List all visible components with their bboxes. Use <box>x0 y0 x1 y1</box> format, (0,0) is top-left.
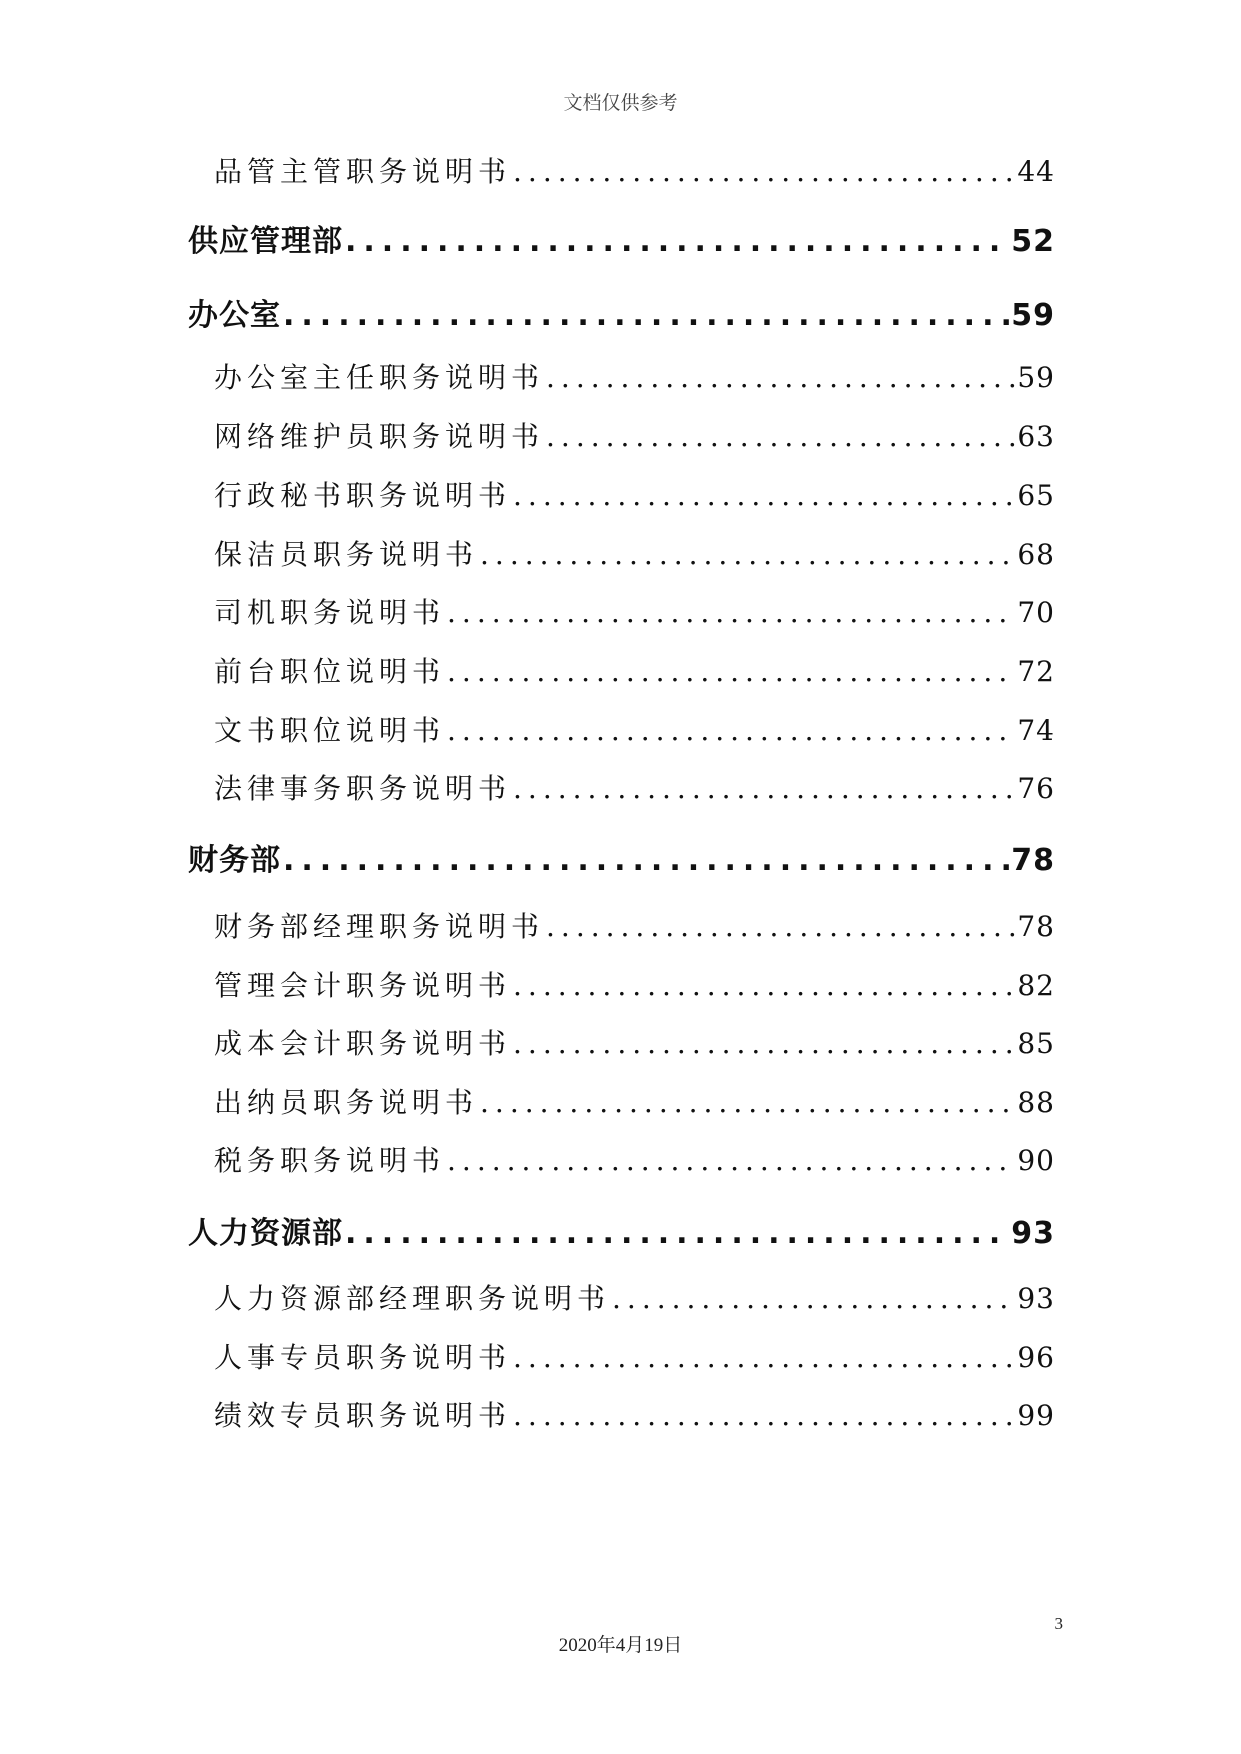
dot-leader <box>612 1282 1015 1315</box>
dot-leader <box>447 655 1015 688</box>
toc-entry-page: 85 <box>1017 1027 1055 1060</box>
toc-entry-page: 88 <box>1017 1086 1055 1119</box>
toc-entry[interactable] <box>214 709 1055 749</box>
toc-entry-page: 63 <box>1017 420 1055 453</box>
toc-entry-title: 办公室主任职务说明书 <box>214 361 545 394</box>
dot-leader <box>546 910 1015 943</box>
dot-leader <box>447 1144 1015 1177</box>
toc-entry-page: 74 <box>1017 714 1055 747</box>
dot-leader <box>513 772 1015 805</box>
toc-section-page: 78 <box>1011 843 1055 878</box>
toc-entry-page: 44 <box>1017 155 1055 188</box>
toc-entry-title: 财务部经理职务说明书 <box>214 910 545 943</box>
page-number: 3 <box>1054 1614 1063 1633</box>
toc-entry[interactable] <box>214 1336 1055 1376</box>
toc-section-page: 93 <box>1011 1216 1055 1251</box>
toc-section-entry[interactable] <box>188 1208 1055 1252</box>
toc-entry[interactable] <box>214 1277 1055 1317</box>
toc-entry-title: 行政秘书职务说明书 <box>214 479 512 512</box>
toc-section-title: 办公室 <box>188 298 281 333</box>
dot-leader <box>345 224 1009 259</box>
dot-leader <box>447 596 1015 629</box>
toc-entry-title: 成本会计职务说明书 <box>214 1027 512 1060</box>
dot-leader <box>513 1027 1015 1060</box>
toc-section-page: 59 <box>1011 298 1055 333</box>
running-header: 文档仅供参考 <box>563 92 678 114</box>
toc-section-page: 52 <box>1011 224 1055 259</box>
toc-entry[interactable] <box>214 1022 1055 1062</box>
toc-entry[interactable] <box>214 533 1055 573</box>
dot-leader <box>513 479 1015 512</box>
toc-entry[interactable] <box>214 650 1055 690</box>
toc-entry-title: 管理会计职务说明书 <box>214 969 512 1002</box>
dot-leader <box>283 298 1009 333</box>
toc-entry-page: 93 <box>1017 1282 1055 1315</box>
toc-entry[interactable] <box>214 964 1055 1004</box>
toc-entry-page: 72 <box>1017 655 1055 688</box>
toc-section-entry[interactable] <box>188 290 1055 334</box>
dot-leader <box>345 1216 1009 1251</box>
toc-entry[interactable] <box>214 591 1055 631</box>
toc-entry-title: 文书职位说明书 <box>214 714 446 747</box>
toc-entry-title: 税务职务说明书 <box>214 1144 446 1177</box>
toc-entry-page: 59 <box>1017 361 1055 394</box>
running-footer-date: 2020年4月19日 <box>558 1635 683 1656</box>
toc-entry-title: 绩效专员职务说明书 <box>214 1399 512 1432</box>
dot-leader <box>546 361 1015 394</box>
toc-entry[interactable] <box>214 1139 1055 1179</box>
toc-section-title: 供应管理部 <box>188 224 343 259</box>
toc-entry[interactable] <box>214 356 1055 396</box>
dot-leader <box>480 538 1015 571</box>
toc-entry-page: 99 <box>1017 1399 1055 1432</box>
toc-section-title: 财务部 <box>188 843 281 878</box>
toc-entry-page: 90 <box>1017 1144 1055 1177</box>
toc-entry-title: 出纳员职务说明书 <box>214 1086 479 1119</box>
toc-entry[interactable] <box>214 150 1055 190</box>
dot-leader <box>546 420 1015 453</box>
toc-entry-page: 78 <box>1017 910 1055 943</box>
toc-entry-title: 前台职位说明书 <box>214 655 446 688</box>
dot-leader <box>513 155 1015 188</box>
dot-leader <box>283 843 1009 878</box>
toc-entry-page: 68 <box>1017 538 1055 571</box>
toc-entry[interactable] <box>214 905 1055 945</box>
toc-entry-page: 70 <box>1017 596 1055 629</box>
toc-entry-page: 76 <box>1017 772 1055 805</box>
toc-section-title: 人力资源部 <box>188 1216 343 1251</box>
toc-entry-title: 司机职务说明书 <box>214 596 446 629</box>
toc-entry-title: 保洁员职务说明书 <box>214 538 479 571</box>
toc-entry-title: 人力资源部经理职务说明书 <box>214 1282 611 1315</box>
dot-leader <box>447 714 1015 747</box>
toc-entry-title: 品管主管职务说明书 <box>214 155 512 188</box>
toc-entry[interactable] <box>214 767 1055 807</box>
toc-section-entry[interactable] <box>188 835 1055 879</box>
toc-entry[interactable] <box>214 1394 1055 1434</box>
toc-entry-page: 96 <box>1017 1341 1055 1374</box>
toc-entry-title: 网络维护员职务说明书 <box>214 420 545 453</box>
toc-entry-page: 82 <box>1017 969 1055 1002</box>
toc-entry-title: 人事专员职务说明书 <box>214 1341 512 1374</box>
dot-leader <box>513 1341 1015 1374</box>
toc-entry[interactable] <box>214 474 1055 514</box>
dot-leader <box>513 969 1015 1002</box>
dot-leader <box>513 1399 1015 1432</box>
dot-leader <box>480 1086 1015 1119</box>
toc-entry-page: 65 <box>1017 479 1055 512</box>
toc-entry-title: 法律事务职务说明书 <box>214 772 512 805</box>
toc-entry[interactable] <box>214 415 1055 455</box>
toc-entry[interactable] <box>214 1081 1055 1121</box>
toc-section-entry[interactable] <box>188 216 1055 260</box>
